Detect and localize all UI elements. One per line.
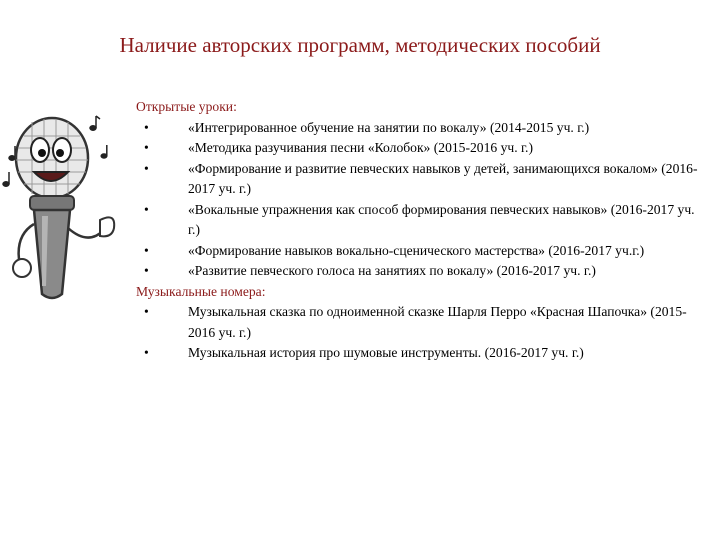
- list-item: [136, 241, 706, 262]
- list-item: [136, 159, 706, 200]
- musical-numbers-heading: Музыкальные номера:: [136, 283, 266, 299]
- list-item-text: «Методика разучивания песни «Колобок» (2015-2016 уч. г.): [188, 140, 533, 155]
- list-item-text: «Формирование и развитие певческих навыков у детей, занимающихся вокалом» (2016-2017 уч. г.): [188, 160, 698, 196]
- bullet-dot: •: [144, 345, 149, 360]
- list-item-text: Музыкальная сказка по одноименной сказке Шарля Перро «Красная Шапочка» (2015-2016 уч. г.): [188, 304, 687, 340]
- list-item: [136, 118, 706, 139]
- bullet-dot: •: [144, 140, 149, 155]
- list-item: [136, 138, 706, 159]
- content-block: [136, 97, 706, 364]
- page-title: Наличие авторских программ, методических пособий: [119, 33, 601, 57]
- bullet-dot: •: [144, 263, 149, 278]
- bullet-dot: •: [144, 201, 149, 217]
- microphone-mascot-icon: [0, 106, 130, 306]
- bullet-dot: •: [144, 304, 149, 319]
- bullet-dot: •: [144, 242, 149, 258]
- list-item: [136, 343, 706, 364]
- list-item-text: «Интегрированное обучение на занятии по вокалу» (2014-2015 уч. г.): [188, 119, 590, 135]
- list-item-text: «Формирование навыков вокально-сценического мастерства» (2016-2017 уч.г.): [188, 242, 645, 258]
- list-item-text: Музыкальная история про шумовые инструменты. (2016-2017 уч. г.): [188, 345, 584, 360]
- list-item: [136, 261, 706, 282]
- list-item: [136, 200, 706, 241]
- bullet-dot: •: [144, 160, 149, 176]
- bullet-dot: •: [144, 119, 149, 135]
- list-item: [136, 302, 706, 343]
- list-item-text: «Вокальные упражнения как способ формирования певческих навыков» (2016-2017 уч. г.): [188, 201, 695, 237]
- open-lessons-heading: Открытые уроки:: [136, 99, 237, 114]
- list-item-text: «Развитие певческого голоса на занятиях по вокалу» (2016-2017 уч. г.): [188, 263, 596, 278]
